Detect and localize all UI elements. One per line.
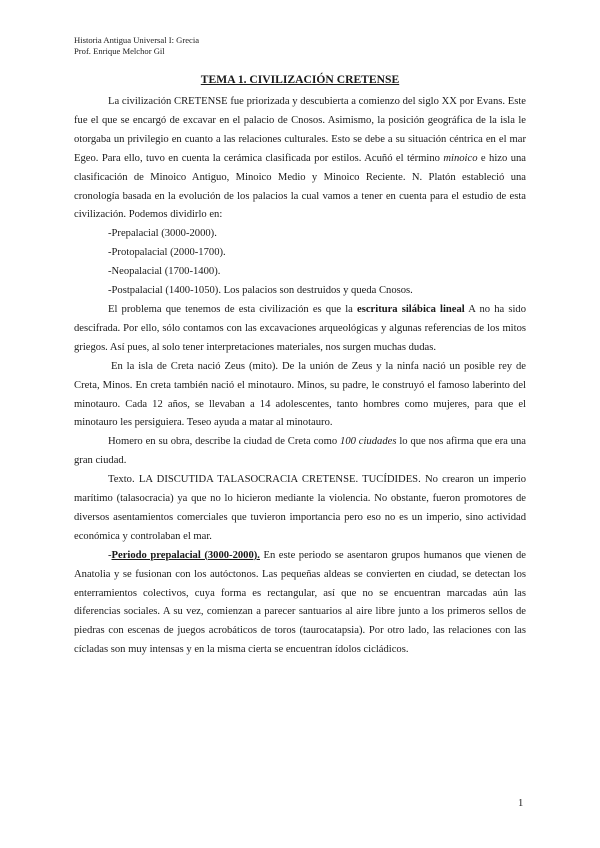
term-linear-script: escritura silábica lineal xyxy=(357,303,465,315)
paragraph-prepalatial-text: En este periodo se asentaron grupos humanos que vienen de Anatolia y se fusionan con los autóctonos. Las pequeñas aldeas se convierten en ciudad, se detectan los enterramientos colectivos, cuya forma es rectangular, así que no se encuentran marcadas aún las diferencias sociales. A su vez, comienzan a parecer santuarios al aire libre junto a los primeros sellos de piedras con escenas de juegos acrobáticos de toros (taurocatapsia). Por otro lado, las relaciones con las cícladas son muy intensas y en la misma cierta se encuentran ídolos cicládicos. xyxy=(74,549,526,656)
paragraph-homer-text: Homero en su obra, describe la ciudad de Creta como xyxy=(108,436,341,448)
paragraph-writing-text: El problema que tenemos de esta civilización es que la xyxy=(108,303,358,315)
paragraph-writing xyxy=(74,301,526,358)
paragraph-intro-tail: e hizo una clasificación de Minoico Antiguo, Minoico Medio y Minoico Reciente. N. Platón estableció una cronología basada en la evolución de los palacios la cual vamos a tener en cuenta para el estudio de esta civilización. Podemos dividirlo en: xyxy=(74,152,526,221)
paragraph-myth: En la isla de Creta nació Zeus (mito). De la unión de Zeus y la ninfa nació un posible rey de Creta, Minos. En creta también nació el minotauro. Minos, su padre, le construyó el famoso laberinto del minotauro. Cada 12 años, se llevaban a 14 adolescentes, tanto hombres como mujeres, para que el minotauro les persiguiera. Teseo ayuda a matar al minotauro. xyxy=(74,360,526,429)
paragraph-prepalatial xyxy=(74,547,526,660)
page-number: 1 xyxy=(518,798,524,809)
list-item: -Protopalacial (2000-1700). xyxy=(108,247,226,259)
paragraph-homer xyxy=(74,433,526,471)
paragraph-thalassocracy: Texto. LA DISCUTIDA TALASOCRACIA CRETENSE. TUCÍDIDES. No crearon un imperio marítimo (talasocracia) ya que no lo hicieron mediante la violencia. No obstante, fueron promotores de diversos asentamientos comerciales que tuvieron importancia pero eso no es un imperio, sino actividad económica y controlaban el mar. xyxy=(74,474,526,542)
term-minoico: minoico xyxy=(443,152,478,164)
page-title: TEMA 1. CIVILIZACIÓN CRETENSE xyxy=(200,73,400,86)
header-professor: Prof. Enrique Melchor Gil xyxy=(74,46,165,56)
header-course: Historia Antigua Universal I: Grecia xyxy=(74,35,200,45)
body-text xyxy=(74,93,526,660)
list-item: -Postpalacial (1400-1050). Los palacios son destruidos y queda Cnosos. xyxy=(108,285,413,297)
section-heading-prepalatial: Periodo prepalacial (3000-2000). xyxy=(111,549,260,561)
list-item: -Prepalacial (3000-2000). xyxy=(108,228,217,240)
paragraph-intro xyxy=(74,93,526,225)
list-item: -Neopalacial (1700-1400). xyxy=(108,266,221,278)
paragraph-intro-text: La civilización CRETENSE fue priorizada y descubierta a comienzo del siglo XX por Evans. Este fue el que se encargó de excavar en el palacio de Cnosos. Asimismo, la posición geográfica de la isla le otorgaba un privilegio en cuanto a las relaciones culturales. Esto se debe a su situación céntrica en el mar Egeo. Para ello, tuvo en cuenta la cerámica clasificada por estilos. Acuñó el término xyxy=(74,96,526,164)
term-100-cities: 100 ciudades xyxy=(340,436,397,448)
dash: - xyxy=(108,549,112,561)
paragraph-writing-tail: A no ha sido descifrada. Por ello, sólo contamos con las excavaciones arqueológicas y algunas referencias de los mitos griegos. Así pues, al solo tener interpretaciones materiales, nos surgen muchas dudas. xyxy=(74,303,527,353)
paragraph-homer-tail: lo que nos afirma que era una gran ciudad. xyxy=(74,436,526,467)
